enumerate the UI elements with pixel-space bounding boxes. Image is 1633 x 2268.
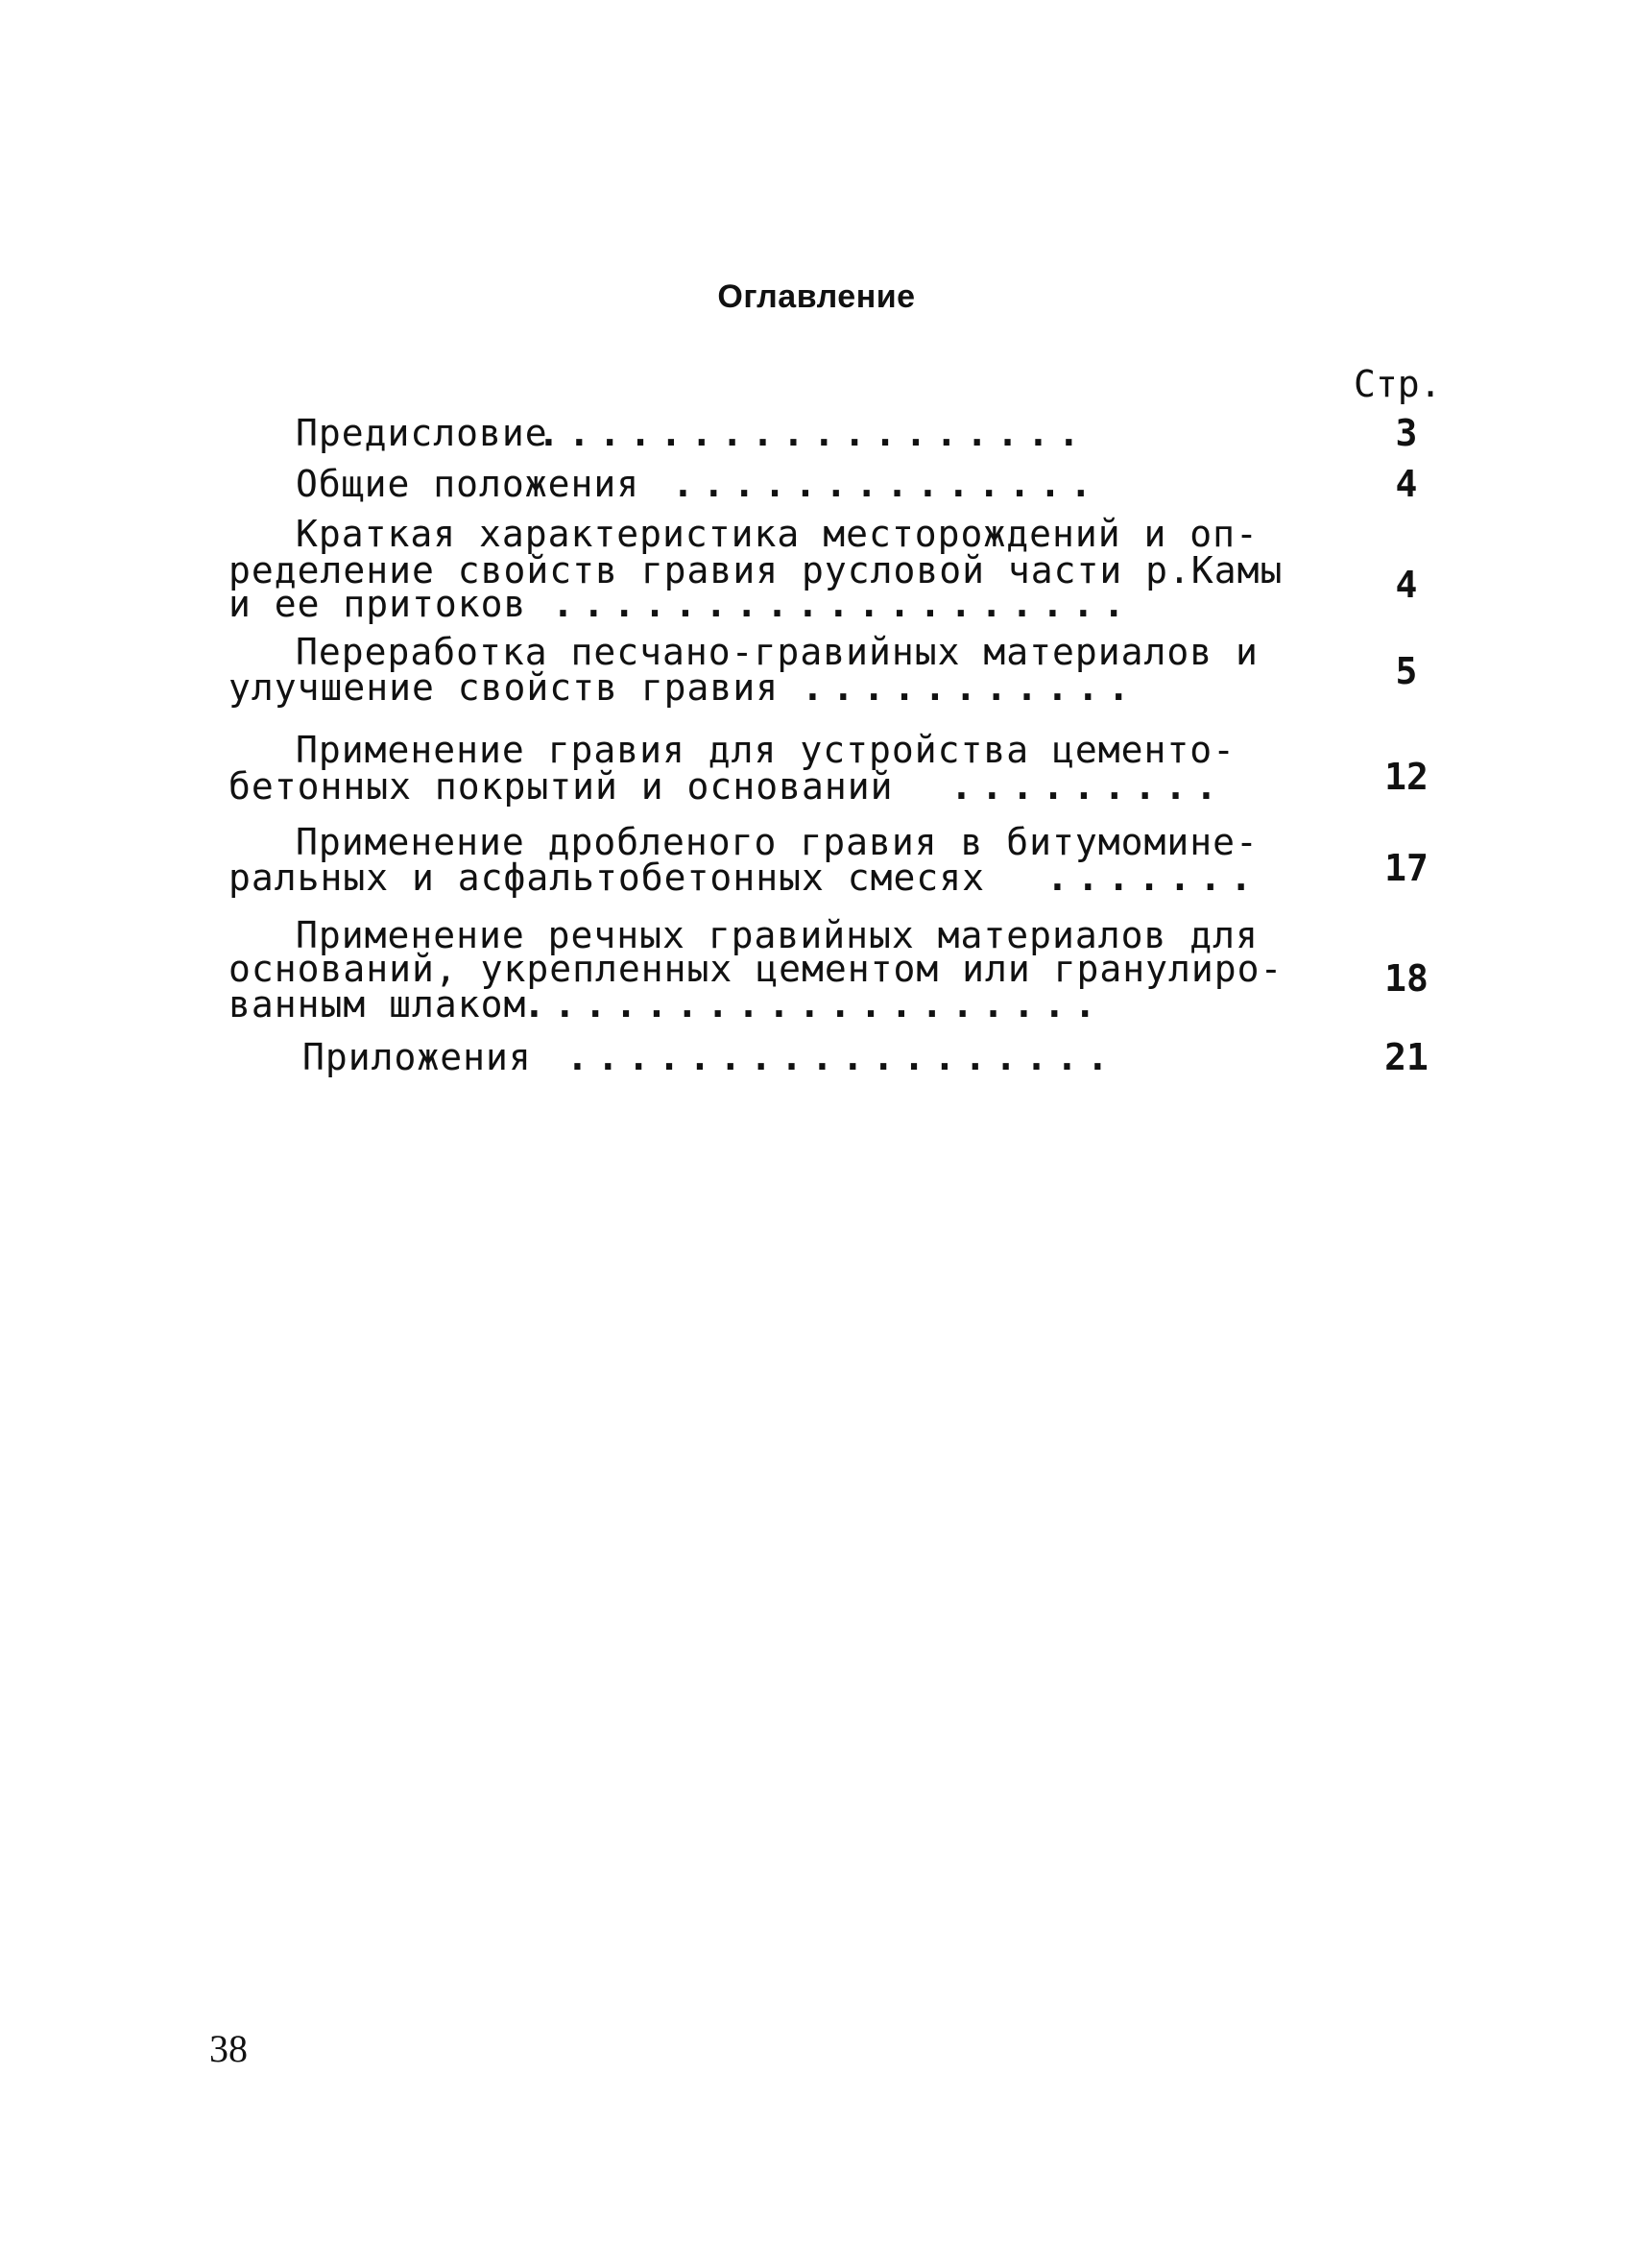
dot-leader: ..................: [538, 412, 1089, 454]
toc-entry-line: Предисловие: [296, 412, 548, 454]
toc-entry-line: Приложения: [302, 1036, 532, 1078]
toc-entry-line: ределение свойств гравия русловой части р.Камы: [228, 549, 1284, 591]
toc-page-number: 21: [1384, 1036, 1429, 1078]
page-number: 38: [209, 2027, 248, 2070]
toc-entry-line: Применение речных гравийных материалов для: [296, 914, 1259, 956]
dot-leader: ...................: [523, 983, 1105, 1025]
dot-leader: .......: [1046, 857, 1261, 899]
toc-entry-line: Применение гравия для устройства цементо-: [296, 729, 1236, 771]
toc-page-number: 12: [1384, 756, 1429, 798]
toc-entry-line: ванным шлаком: [228, 983, 527, 1025]
dot-leader: ...........: [802, 666, 1139, 709]
toc-entry-line: Общие положения: [296, 463, 640, 505]
toc-entry-line: Краткая характеристика месторождений и оп-: [296, 513, 1259, 555]
toc-page-number: 18: [1384, 957, 1429, 1000]
toc-page-number: 17: [1384, 847, 1429, 889]
dot-leader: ..................: [566, 1036, 1117, 1078]
toc-page-number: 5: [1395, 650, 1418, 692]
toc-entry-line: ральных и асфальтобетонных смесях: [228, 857, 985, 899]
toc-page-number: 4: [1395, 564, 1418, 606]
toc-entry-line: оснований, укрепленных цементом или гранулиро-: [228, 948, 1284, 990]
dot-leader: ...................: [552, 583, 1134, 625]
toc-entry-line: улучшение свойств гравия: [228, 666, 780, 709]
dot-leader: ..............: [672, 463, 1101, 505]
page-column-header: Стр.: [1354, 363, 1442, 405]
toc-page-number: 4: [1395, 463, 1418, 505]
toc-entry-line: бетонных покрытий и оснований: [228, 765, 894, 808]
toc-entry-line: Применение дробленого гравия в битумомине-: [296, 821, 1259, 863]
contents-title: Оглавление: [717, 278, 916, 315]
toc-entry-line: и ее притоков: [228, 583, 527, 625]
dot-leader: .........: [950, 765, 1226, 808]
toc-page-number: 3: [1395, 412, 1418, 454]
toc-entry-line: Переработка песчано-гравийных материалов и: [296, 631, 1259, 673]
